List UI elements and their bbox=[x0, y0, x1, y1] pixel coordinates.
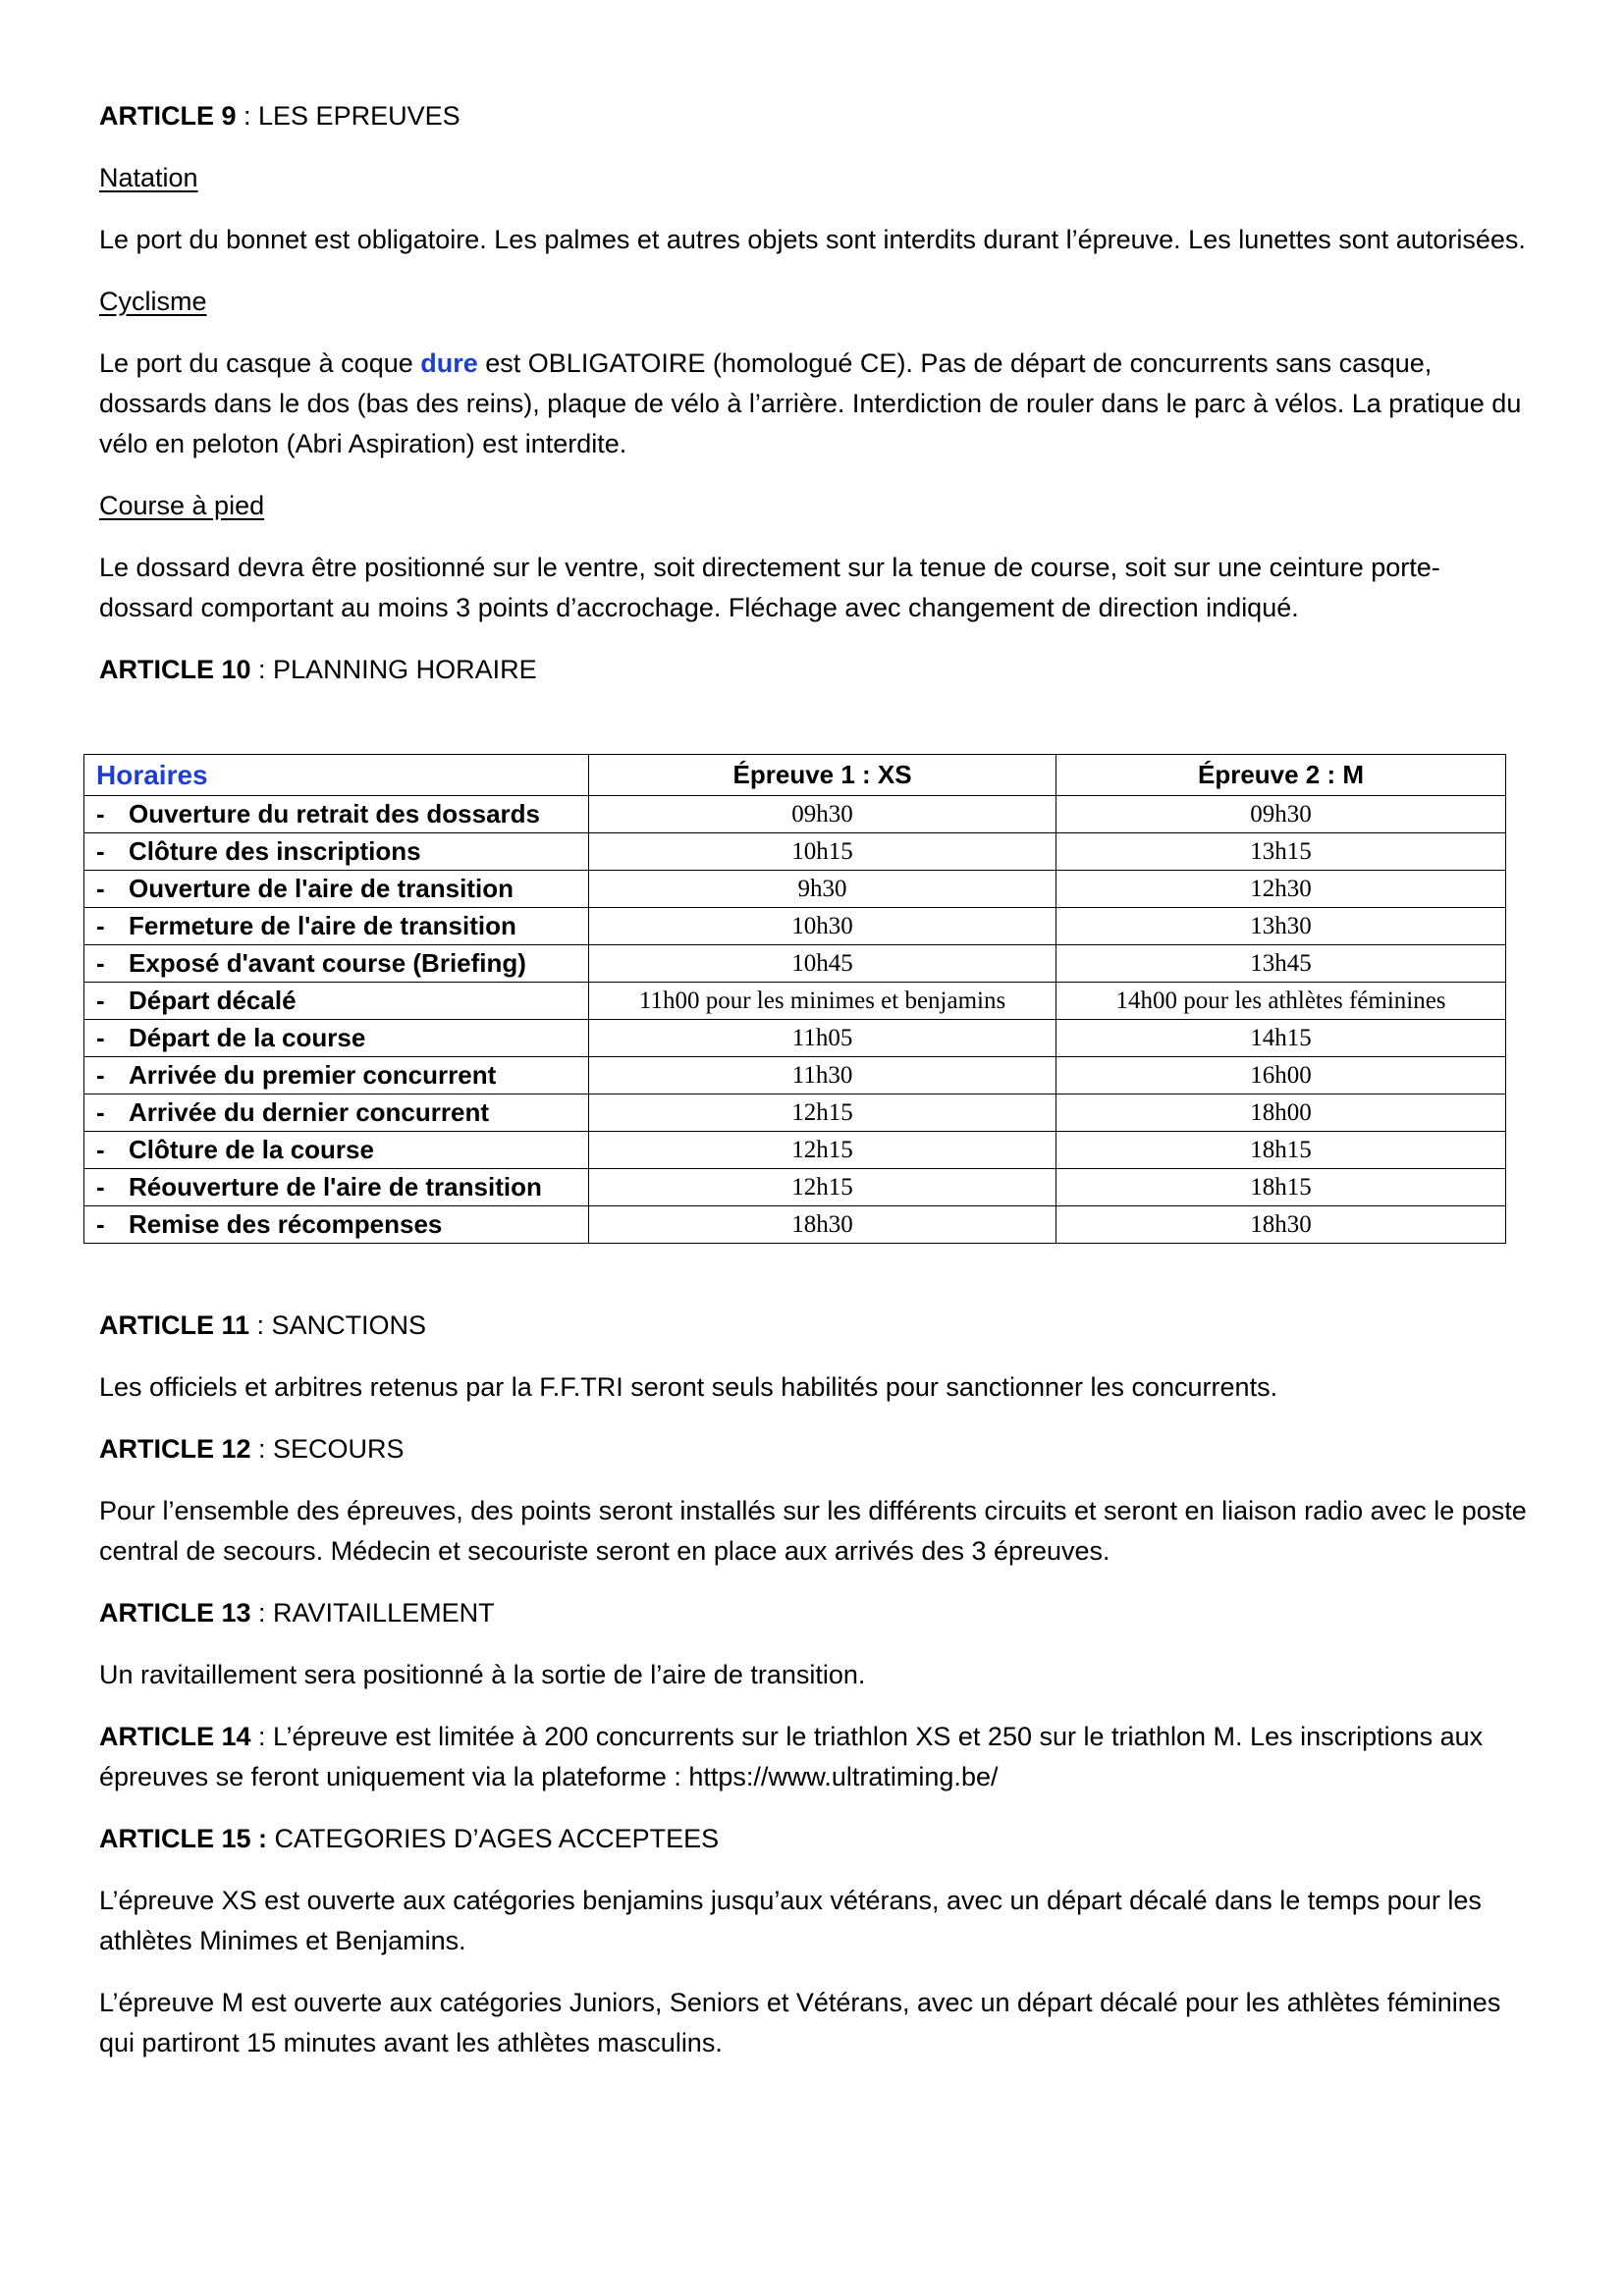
schedule-row-label: - Clôture des inscriptions bbox=[84, 833, 589, 871]
schedule-header-m: Épreuve 2 : M bbox=[1056, 755, 1506, 796]
schedule-row bbox=[84, 908, 1506, 945]
bullet-dash: - bbox=[96, 1060, 105, 1090]
schedule-cell-xs: 18h30 bbox=[589, 1206, 1056, 1244]
article-15-heading: ARTICLE 15 : CATEGORIES D’AGES ACCEPTEES bbox=[99, 1824, 720, 1853]
course-title: Course à pied bbox=[99, 491, 265, 520]
schedule-row-label: - Arrivée du dernier concurrent bbox=[84, 1095, 589, 1132]
ultratiming-link[interactable]: https://www.ultratiming.be/ bbox=[688, 1762, 999, 1791]
article-9-number: ARTICLE 9 bbox=[99, 101, 237, 131]
schedule-cell-xs: 09h30 bbox=[589, 796, 1056, 833]
schedule-cell-xs: 10h15 bbox=[589, 833, 1056, 871]
schedule-cell-xs: 11h00 pour les minimes et benjamins bbox=[589, 983, 1056, 1020]
natation-title: Natation bbox=[99, 163, 198, 192]
schedule-row-label: - Arrivée du premier concurrent bbox=[84, 1057, 589, 1095]
schedule-row-label: - Ouverture de l'aire de transition bbox=[84, 871, 589, 908]
article-13-heading: ARTICLE 13 : RAVITAILLEMENT bbox=[99, 1598, 495, 1628]
bullet-dash: - bbox=[96, 1135, 105, 1164]
schedule-row bbox=[84, 833, 1506, 871]
article-9-heading: ARTICLE 9 : LES EPREUVES bbox=[99, 101, 460, 131]
schedule-cell-xs: 12h15 bbox=[589, 1169, 1056, 1206]
schedule-cell-m: 18h00 bbox=[1056, 1095, 1506, 1132]
bullet-dash: - bbox=[96, 1023, 105, 1052]
bullet-dash: - bbox=[96, 874, 105, 903]
document-page-lower bbox=[99, 1306, 1533, 2063]
schedule-cell-m: 12h30 bbox=[1056, 871, 1506, 908]
schedule-table bbox=[83, 754, 1506, 1244]
schedule-header-xs: Épreuve 1 : XS bbox=[589, 755, 1056, 796]
bullet-dash: - bbox=[96, 911, 105, 940]
schedule-row bbox=[84, 871, 1506, 908]
bullet-dash: - bbox=[96, 836, 105, 866]
article-15-text-xs: L’épreuve XS est ouverte aux catégories benjamins jusqu’aux vétérans, avec un départ décalé dans le temps pour les athlètes Minimes et Benjamins. bbox=[99, 1886, 1482, 1955]
article-11-text: Les officiels et arbitres retenus par la F.F.TRI seront seuls habilités pour sanctionner les concurrents. bbox=[99, 1372, 1278, 1402]
schedule-cell-m: 14h00 pour les athlètes féminines bbox=[1056, 983, 1506, 1020]
article-12-text: Pour l’ensemble des épreuves, des points seront installés sur les différents circuits et seront en liaison radio avec le poste central de secours. Médecin et secouriste seront en place aux arrivés des 3 épreuves. bbox=[99, 1496, 1527, 1566]
schedule-cell-m: 18h30 bbox=[1056, 1206, 1506, 1244]
schedule-cell-m: 18h15 bbox=[1056, 1132, 1506, 1169]
cyclisme-text: Le port du casque à coque dure est OBLIGATOIRE (homologué CE). Pas de départ de concurrents sans casque, dossards dans le dos (bas des reins), plaque de vélo à l’arrière. Interdiction de rouler dans le parc à vélos. La pratique du vélo en peloton (Abri Aspiration) est interdite. bbox=[99, 348, 1522, 458]
schedule-cell-m: 14h15 bbox=[1056, 1020, 1506, 1057]
bullet-dash: - bbox=[96, 1209, 105, 1239]
schedule-cell-xs: 12h15 bbox=[589, 1095, 1056, 1132]
article-12-heading: ARTICLE 12 : SECOURS bbox=[99, 1434, 405, 1464]
schedule-row-label: - Départ décalé bbox=[84, 983, 589, 1020]
document-page bbox=[99, 96, 1533, 690]
schedule-row bbox=[84, 1020, 1506, 1057]
article-15-text-m: L’épreuve M est ouverte aux catégories Juniors, Seniors et Vétérans, avec un départ décalé pour les athlètes féminines qui partiront 15 minutes avant les athlètes masculins. bbox=[99, 1988, 1501, 2057]
schedule-cell-m: 09h30 bbox=[1056, 796, 1506, 833]
schedule-row bbox=[84, 1169, 1506, 1206]
schedule-row bbox=[84, 1057, 1506, 1095]
schedule-row bbox=[84, 796, 1506, 833]
schedule-cell-xs: 9h30 bbox=[589, 871, 1056, 908]
cyclisme-title: Cyclisme bbox=[99, 287, 207, 316]
bullet-dash: - bbox=[96, 986, 105, 1015]
article-14-text: ARTICLE 14 : L’épreuve est limitée à 200 concurrents sur le triathlon XS et 250 sur le triathlon M. Les inscriptions aux épreuves se feront uniquement via la plateforme : https://www.ultratiming.be/ bbox=[99, 1722, 1484, 1791]
schedule-header-row bbox=[84, 755, 1506, 796]
schedule-row bbox=[84, 1132, 1506, 1169]
course-text: Le dossard devra être positionné sur le ventre, soit directement sur la tenue de course, soit sur une ceinture porte-dossard comportant au moins 3 points d’accrochage. Fléchage avec changement de direction indiqué. bbox=[99, 553, 1440, 622]
schedule-cell-xs: 10h45 bbox=[589, 945, 1056, 983]
schedule-cell-m: 13h15 bbox=[1056, 833, 1506, 871]
bullet-dash: - bbox=[96, 799, 105, 828]
natation-text: Le port du bonnet est obligatoire. Les palmes et autres objets sont interdits durant l’épreuve. Les lunettes sont autorisées. bbox=[99, 225, 1526, 254]
schedule-row bbox=[84, 1095, 1506, 1132]
schedule-row-label: - Fermeture de l'aire de transition bbox=[84, 908, 589, 945]
schedule-row-label: - Clôture de la course bbox=[84, 1132, 589, 1169]
schedule-cell-m: 13h45 bbox=[1056, 945, 1506, 983]
schedule-cell-xs: 11h05 bbox=[589, 1020, 1056, 1057]
schedule-cell-xs: 12h15 bbox=[589, 1132, 1056, 1169]
bullet-dash: - bbox=[96, 1172, 105, 1201]
schedule-cell-m: 18h15 bbox=[1056, 1169, 1506, 1206]
article-11-heading: ARTICLE 11 : SANCTIONS bbox=[99, 1310, 427, 1340]
schedule-row-label: - Départ de la course bbox=[84, 1020, 589, 1057]
article-13-text: Un ravitaillement sera positionné à la sortie de l’aire de transition. bbox=[99, 1660, 866, 1689]
schedule-row bbox=[84, 1206, 1506, 1244]
schedule-row bbox=[84, 945, 1506, 983]
schedule-header-horaires: Horaires bbox=[84, 755, 589, 796]
schedule-cell-m: 16h00 bbox=[1056, 1057, 1506, 1095]
cyclisme-highlight: dure bbox=[420, 348, 478, 378]
article-10-heading: ARTICLE 10 : PLANNING HORAIRE bbox=[99, 655, 537, 684]
schedule-row-label: - Exposé d'avant course (Briefing) bbox=[84, 945, 589, 983]
schedule-cell-xs: 11h30 bbox=[589, 1057, 1056, 1095]
bullet-dash: - bbox=[96, 948, 105, 978]
schedule-row-label: - Réouverture de l'aire de transition bbox=[84, 1169, 589, 1206]
schedule-row-label: - Remise des récompenses bbox=[84, 1206, 589, 1244]
schedule-cell-xs: 10h30 bbox=[589, 908, 1056, 945]
schedule-row-label: - Ouverture du retrait des dossards bbox=[84, 796, 589, 833]
schedule-cell-m: 13h30 bbox=[1056, 908, 1506, 945]
schedule-row bbox=[84, 983, 1506, 1020]
bullet-dash: - bbox=[96, 1097, 105, 1127]
